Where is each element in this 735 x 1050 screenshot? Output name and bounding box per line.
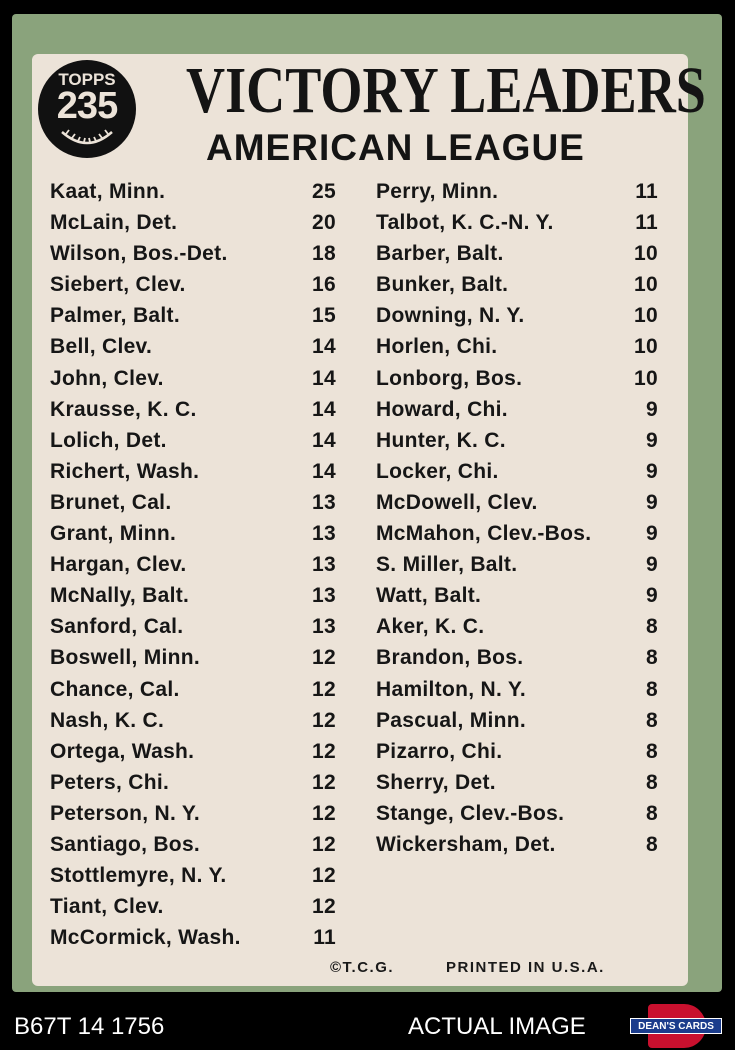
pitcher-name: Nash, K. C. — [50, 708, 165, 732]
leader-row — [50, 860, 336, 891]
win-count: 16 — [312, 273, 336, 297]
leader-row — [376, 736, 658, 767]
leader-row — [50, 922, 336, 953]
leader-row — [50, 269, 336, 300]
win-count: 9 — [646, 553, 658, 577]
win-count: 14 — [312, 459, 336, 483]
win-count: 8 — [646, 770, 658, 794]
pitcher-name: Wickersham, Det. — [376, 832, 556, 856]
pitcher-name: S. Miller, Balt. — [376, 553, 518, 577]
logo-text: DEAN'S CARDS — [630, 1018, 722, 1034]
card-number: 235 — [56, 85, 118, 127]
pitcher-name: Pizarro, Chi. — [376, 739, 503, 763]
leader-row — [376, 674, 658, 705]
leader-row — [376, 331, 658, 362]
win-count: 14 — [312, 428, 336, 452]
leader-row — [376, 580, 658, 611]
win-count: 9 — [646, 397, 658, 421]
leader-row — [50, 331, 336, 362]
pitcher-name: Ortega, Wash. — [50, 739, 195, 763]
pitcher-name: Talbot, K. C.-N. Y. — [376, 211, 554, 235]
copyright-text: ©T.C.G. — [330, 959, 395, 976]
leader-row — [376, 549, 658, 580]
deans-cards-logo — [630, 1004, 722, 1048]
pitcher-name: Sanford, Cal. — [50, 615, 184, 639]
leader-row — [376, 207, 658, 238]
win-count: 9 — [646, 522, 658, 546]
leader-row — [50, 425, 336, 456]
actual-image-label: ACTUAL IMAGE — [408, 1013, 586, 1040]
leader-row — [376, 300, 658, 331]
pitcher-name: Hamilton, N. Y. — [376, 677, 526, 701]
leader-row — [376, 394, 658, 425]
leader-row — [50, 549, 336, 580]
pitcher-name: Richert, Wash. — [50, 459, 200, 483]
pitcher-name: Siebert, Clev. — [50, 273, 186, 297]
pitcher-name: Bell, Clev. — [50, 335, 153, 359]
leader-row — [376, 425, 658, 456]
leader-row — [50, 642, 336, 673]
win-count: 10 — [634, 304, 658, 328]
leader-row — [376, 798, 658, 829]
leader-row — [376, 705, 658, 736]
leader-row — [50, 518, 336, 549]
leader-row — [376, 642, 658, 673]
leader-row — [50, 456, 336, 487]
win-count: 14 — [312, 366, 336, 390]
pitcher-name: McDowell, Clev. — [376, 490, 538, 514]
pitcher-name: Bunker, Balt. — [376, 273, 509, 297]
win-count: 15 — [312, 304, 336, 328]
leaders-list-right — [376, 176, 658, 860]
leader-row — [50, 611, 336, 642]
leader-row — [50, 176, 336, 207]
win-count: 12 — [312, 739, 336, 763]
leader-row — [376, 518, 658, 549]
leader-row — [50, 238, 336, 269]
pitcher-name: Brandon, Bos. — [376, 646, 524, 670]
pitcher-name: Santiago, Bos. — [50, 832, 201, 856]
leader-row — [376, 269, 658, 300]
pitcher-name: McMahon, Clev.-Bos. — [376, 522, 592, 546]
pitcher-name: Aker, K. C. — [376, 615, 485, 639]
printed-in-text: PRINTED IN U.S.A. — [446, 959, 605, 976]
leaders-list-left — [50, 176, 336, 953]
win-count: 14 — [312, 397, 336, 421]
win-count: 8 — [646, 708, 658, 732]
win-count: 9 — [646, 490, 658, 514]
pitcher-name: McCormick, Wash. — [50, 926, 241, 950]
win-count: 12 — [312, 832, 336, 856]
badge-brand: TOPPS — [58, 70, 116, 89]
leader-row — [376, 611, 658, 642]
leader-row — [50, 580, 336, 611]
win-count: 8 — [646, 646, 658, 670]
leader-row — [50, 891, 336, 922]
win-count: 8 — [646, 801, 658, 825]
pitcher-name: Chance, Cal. — [50, 677, 180, 701]
baseball-icon — [60, 128, 114, 150]
pitcher-name: Palmer, Balt. — [50, 304, 180, 328]
leader-row — [376, 829, 658, 860]
leader-row — [50, 363, 336, 394]
win-count: 12 — [312, 677, 336, 701]
win-count: 11 — [313, 926, 336, 950]
win-count: 12 — [312, 801, 336, 825]
pitcher-name: Krausse, K. C. — [50, 397, 197, 421]
win-count: 10 — [634, 242, 658, 266]
pitcher-name: John, Clev. — [50, 366, 164, 390]
leader-row — [50, 674, 336, 705]
win-count: 8 — [646, 677, 658, 701]
win-count: 14 — [312, 335, 336, 359]
pitcher-name: Grant, Minn. — [50, 522, 177, 546]
leader-row — [50, 207, 336, 238]
pitcher-name: Boswell, Minn. — [50, 646, 201, 670]
leader-row — [376, 238, 658, 269]
win-count: 12 — [312, 864, 336, 888]
win-count: 12 — [312, 708, 336, 732]
pitcher-name: Stange, Clev.-Bos. — [376, 801, 565, 825]
card-code: B67T 14 1756 — [14, 1013, 165, 1040]
win-count: 8 — [646, 832, 658, 856]
win-count: 11 — [635, 211, 658, 235]
leader-row — [50, 394, 336, 425]
pitcher-name: Peterson, N. Y. — [50, 801, 201, 825]
leader-row — [50, 767, 336, 798]
win-count: 8 — [646, 615, 658, 639]
pitcher-name: Downing, N. Y. — [376, 304, 525, 328]
pitcher-name: Horlen, Chi. — [376, 335, 498, 359]
win-count: 10 — [634, 335, 658, 359]
leader-row — [50, 736, 336, 767]
pitcher-name: Peters, Chi. — [50, 770, 170, 794]
win-count: 12 — [312, 770, 336, 794]
pitcher-name: Stottlemyre, N. Y. — [50, 864, 227, 888]
win-count: 20 — [312, 211, 336, 235]
win-count: 9 — [646, 584, 658, 608]
card-subtitle: AMERICAN LEAGUE — [206, 127, 585, 168]
win-count: 12 — [312, 646, 336, 670]
print-line — [330, 956, 660, 980]
win-count: 9 — [646, 428, 658, 452]
leader-row — [50, 705, 336, 736]
leader-row — [50, 798, 336, 829]
pitcher-name: Locker, Chi. — [376, 459, 499, 483]
pitcher-name: Lonborg, Bos. — [376, 366, 523, 390]
leader-row — [376, 487, 658, 518]
pitcher-name: Hargan, Clev. — [50, 553, 187, 577]
win-count: 12 — [312, 895, 336, 919]
win-count: 25 — [312, 180, 336, 203]
win-count: 10 — [634, 273, 658, 297]
win-count: 10 — [634, 366, 658, 390]
win-count: 18 — [312, 242, 336, 266]
leader-row — [376, 767, 658, 798]
win-count: 13 — [312, 522, 336, 546]
leader-row — [376, 176, 658, 207]
leader-row — [50, 487, 336, 518]
pitcher-name: Perry, Minn. — [376, 180, 499, 203]
pitcher-name: Wilson, Bos.-Det. — [50, 242, 228, 266]
pitcher-name: Kaat, Minn. — [50, 180, 166, 203]
win-count: 9 — [646, 459, 658, 483]
leader-row — [50, 300, 336, 331]
win-count: 13 — [312, 553, 336, 577]
pitcher-name: Lolich, Det. — [50, 428, 167, 452]
card-number-badge — [38, 60, 136, 158]
pitcher-name: McNally, Balt. — [50, 584, 190, 608]
win-count: 13 — [312, 584, 336, 608]
leader-row — [376, 456, 658, 487]
pitcher-name: Tiant, Clev. — [50, 895, 164, 919]
pitcher-name: Hunter, K. C. — [376, 428, 506, 452]
win-count: 13 — [312, 615, 336, 639]
win-count: 8 — [646, 739, 658, 763]
pitcher-name: Howard, Chi. — [376, 397, 508, 421]
leader-row — [50, 829, 336, 860]
card-title: VICTORY LEADERS — [186, 54, 706, 127]
pitcher-name: McLain, Det. — [50, 211, 178, 235]
win-count: 13 — [312, 490, 336, 514]
pitcher-name: Pascual, Minn. — [376, 708, 527, 732]
win-count: 11 — [635, 180, 658, 203]
pitcher-name: Brunet, Cal. — [50, 490, 172, 514]
leader-row — [376, 363, 658, 394]
pitcher-name: Sherry, Det. — [376, 770, 496, 794]
pitcher-name: Barber, Balt. — [376, 242, 504, 266]
pitcher-name: Watt, Balt. — [376, 584, 482, 608]
